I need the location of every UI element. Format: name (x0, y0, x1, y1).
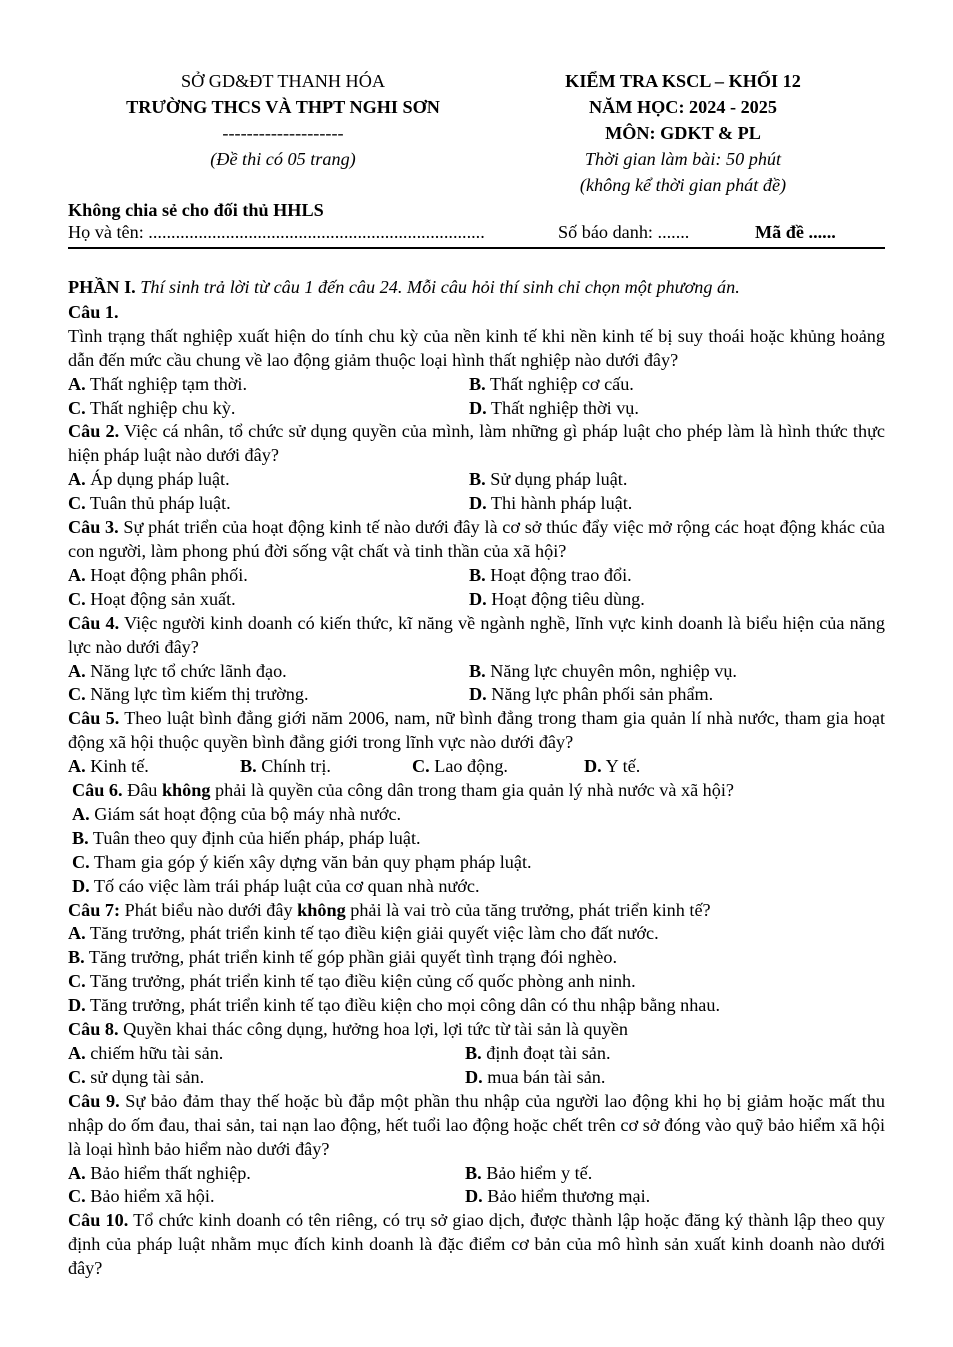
notice: Không chia sẻ cho đối thủ HHLS (68, 200, 324, 220)
question-text: Tổ chức kinh doanh có tên riêng, có trụ sở giao dịch, được thành lập hoặc đăng ký thành lập theo quy định của pháp luật nhằm mục đích kinh doanh là đặc điểm cơ bản của mô hình sản xuất kinh doanh nào dưới đây? (68, 1210, 886, 1279)
department-name: SỞ GD&ĐT THANH HÓA (181, 71, 385, 91)
option-c[interactable]: C. Tham gia góp ý kiến xây dựng văn bản quy phạm pháp luật. (72, 851, 532, 872)
question (68, 1090, 885, 1162)
option-c[interactable]: C. Thất nghiệp chu kỳ. (68, 397, 236, 418)
exam-code-field: Mã đề ...... (755, 222, 836, 242)
option-c[interactable]: C. sử dụng tài sản. (68, 1066, 205, 1087)
question-number: Câu 1. (68, 301, 119, 322)
option-a[interactable]: A. Năng lực tổ chức lãnh đạo. (68, 660, 287, 681)
question (68, 420, 885, 468)
option-c[interactable]: C. Bảo hiểm xã hội. (68, 1186, 215, 1207)
option-d[interactable]: D. Thất nghiệp thời vụ. (469, 397, 639, 418)
emphasis-word: không (297, 899, 346, 920)
option-c[interactable]: C. Lao động. (412, 756, 508, 777)
exam-title: KIỂM TRA KSCL – KHỐI 12 (565, 71, 801, 91)
question-text: Việc người kinh doanh có kiến thức, kĩ năng về ngành nghề, lĩnh vực kinh doanh là biểu hiện của năng lực nào dưới đây? (68, 612, 885, 657)
questions-content (68, 276, 885, 1281)
question-options (68, 1162, 885, 1210)
question-options (68, 755, 885, 779)
option-d[interactable]: D. Tăng trưởng, phát triển kinh tế tạo điều kiện cho mọi công dân có thu nhập bằng nhau. (68, 995, 721, 1016)
candidate-id-field: Số báo danh: ....... (558, 222, 690, 242)
question-options (68, 1042, 885, 1090)
header-right (528, 68, 838, 198)
question-number: Câu 6. (72, 780, 123, 801)
option-d[interactable]: D. Bảo hiểm thương mại. (465, 1186, 651, 1207)
option-c[interactable]: C. Hoạt động sản xuất. (68, 588, 236, 609)
question-number: Câu 7: (68, 899, 121, 920)
question-text: Sự bảo đảm thay thế hoặc bù đắp một phần thu nhập của người lao động khi họ bị giảm hoặc mất thu nhập do ốm đau, thai sản, tai nạn lao động, hết tuổi lao động hoặc chết trên cơ sở đóng vào quỹ bảo hiểm xã hội là loại hình bảo hiểm nào dưới đây? (68, 1090, 886, 1159)
question-text: Việc cá nhân, tổ chức sử dụng quyền của mình, làm những gì pháp luật cho phép làm là hình thức thực hiện pháp luật nào dưới đây? (68, 421, 886, 466)
option-b[interactable]: B. Chính trị. (240, 756, 331, 777)
question-number: Câu 8. (68, 1019, 119, 1040)
question-options (68, 564, 885, 612)
option-b[interactable]: B. định đoạt tài sản. (465, 1043, 611, 1063)
option-a[interactable]: A. Hoạt động phân phối. (68, 564, 248, 585)
question-options (68, 660, 885, 708)
question-text: Theo luật bình đẳng giới năm 2006, nam, nữ bình đẳng trong tham gia quản lí nhà nước, tham gia hoạt động xã hội thuộc quyền bình đẳng giới trong lĩnh vực nào dưới đây? (68, 708, 886, 753)
question-number: Câu 5. (68, 708, 120, 729)
option-a[interactable]: A. Áp dụng pháp luật. (68, 469, 230, 490)
option-b[interactable]: B. Sử dụng pháp luật. (469, 469, 628, 490)
option-a[interactable]: A. Kinh tế. (68, 756, 149, 777)
option-d[interactable]: D. mua bán tài sản. (465, 1066, 606, 1087)
header-divider: -------------------- (222, 123, 344, 143)
question: Câu 7: Phát biểu nào dưới đây không phải là vai trò của tăng trưởng, phát triển kinh tế? (68, 899, 711, 920)
option-c[interactable]: C. Tăng trưởng, phát triển kinh tế tạo điều kiện củng cố quốc phòng anh ninh. (68, 971, 636, 992)
question: Câu 6. Đâu không phải là quyền của công dân trong tham gia quản lý nhà nước và xã hội? (72, 780, 734, 801)
question (68, 707, 885, 755)
option-a[interactable]: A. Tăng trưởng, phát triển kinh tế tạo điều kiện giải quyết việc làm cho đất nước. (68, 923, 659, 944)
option-c[interactable]: C. Tuân thủ pháp luật. (68, 493, 231, 514)
question-text: Tình trạng thất nghiệp xuất hiện do tính chu kỳ của nền kinh tế khi nền kinh tế bị suy thoái hoặc khủng hoảng dẫn đến mức cầu chung về lao động giảm thuộc loại hình thất nghiệp nào dưới đây? (68, 325, 885, 370)
section-instruction: Thí sinh trả lời từ câu 1 đến câu 24. Mỗi câu hỏi thí sinh chỉ chọn một phương án. (140, 277, 740, 297)
option-a[interactable]: A. Giám sát hoạt động của bộ máy nhà nước. (72, 803, 402, 824)
option-d[interactable]: D. Thi hành pháp luật. (469, 493, 633, 514)
question-number: Câu 2. (68, 421, 120, 442)
option-b[interactable]: B. Năng lực chuyên môn, nghiệp vụ. (469, 660, 737, 681)
subject: MÔN: GDKT & PL (605, 123, 761, 143)
exam-time: Thời gian làm bài: 50 phút (584, 149, 782, 169)
option-b[interactable]: B. Thất nghiệp cơ cấu. (469, 373, 634, 394)
question-number: Câu 9. (68, 1090, 120, 1111)
candidate-name-field: Họ và tên: .......................................................................... (68, 222, 485, 242)
option-d[interactable]: D. Năng lực phân phối sản phẩm. (469, 684, 714, 705)
pages-note: (Đề thi có 05 trang) (210, 149, 356, 169)
option-b[interactable]: B. Bảo hiểm y tế. (465, 1162, 593, 1183)
question-options (68, 922, 885, 1018)
option-d[interactable]: D. Hoạt động tiêu dùng. (469, 588, 645, 609)
school-year: NĂM HỌC: 2024 - 2025 (589, 97, 777, 117)
question (68, 612, 885, 660)
exam-time-note: (không kể thời gian phát đề) (579, 175, 787, 195)
question (68, 516, 885, 564)
option-a[interactable]: A. Bảo hiểm thất nghiệp. (68, 1162, 251, 1183)
question-options (68, 803, 885, 899)
option-c[interactable]: C. Năng lực tìm kiếm thị trường. (68, 684, 309, 705)
option-d[interactable]: D. Y tế. (584, 756, 641, 777)
section-header (68, 276, 885, 300)
question (68, 1018, 885, 1042)
question-text: Sự phát triển của hoạt động kinh tế nào dưới đây là cơ sở thúc đẩy việc mở rộng các hoạt động khác của con người, làm phong phú đời sống vật chất và tinh thần của xã hội? (68, 517, 885, 561)
option-a[interactable]: A. Thất nghiệp tạm thời. (68, 373, 248, 394)
question-number: Câu 10. (68, 1210, 129, 1231)
option-b[interactable]: B. Hoạt động trao đổi. (469, 564, 632, 585)
option-b[interactable]: B. Tuân theo quy định của hiến pháp, pháp luật. (72, 827, 421, 848)
question-text: Quyền khai thác công dụng, hưởng hoa lợi, lợi tức từ tài sản là quyền (123, 1019, 629, 1040)
candidate-info-line (68, 222, 885, 249)
question-number: Câu 4. (68, 612, 120, 633)
school-name: TRƯỜNG THCS VÀ THPT NGHI SƠN (126, 97, 440, 117)
option-a[interactable]: A. chiếm hữu tài sản. (68, 1043, 224, 1063)
header-left (68, 68, 498, 172)
option-b[interactable]: B. Tăng trưởng, phát triển kinh tế góp phần giải quyết tình trạng đói nghèo. (68, 947, 618, 968)
question-options (68, 468, 885, 516)
section-title: PHẦN I. (68, 277, 136, 297)
question-options (68, 373, 885, 421)
emphasis-word: không (161, 780, 211, 801)
option-d[interactable]: D. Tố cáo việc làm trái pháp luật của cơ quan nhà nước. (72, 875, 480, 896)
question (68, 1209, 885, 1281)
question-number: Câu 3. (68, 517, 119, 538)
